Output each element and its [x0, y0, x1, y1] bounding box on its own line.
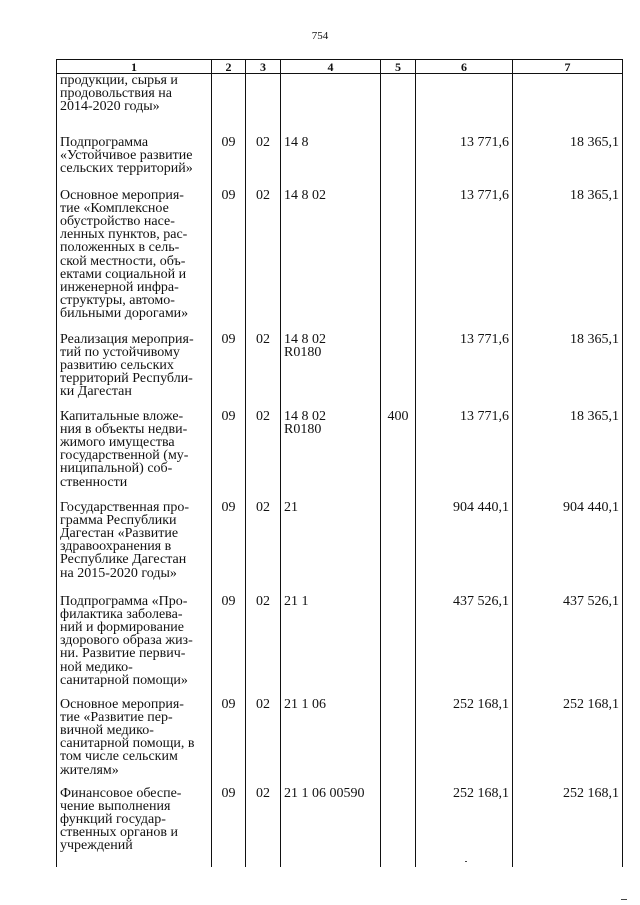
row-name-cell [57, 501, 212, 595]
target-article-cell: 21 [281, 501, 381, 595]
amount-year1-cell: 252 168,1 [416, 787, 513, 867]
subsection-cell: 02 [246, 501, 281, 595]
column-header-7: 7 [513, 60, 623, 74]
row-name: Подпрограмма «Про- филактика заболева- ний и формирование здорового образа жиз- ни. Развитие первич- ной медико- санитарной помощи» [60, 593, 193, 688]
table-row [57, 501, 623, 595]
section-cell: 09 [212, 410, 246, 501]
target-article-cell: 21 1 [281, 595, 381, 698]
amount-year2-cell: 18 365,1 [513, 189, 623, 333]
section-cell: 09 [212, 595, 246, 698]
row-name-cell [57, 74, 212, 136]
amount-year2-cell: 18 365,1 [513, 136, 623, 189]
expense-type-cell [381, 189, 416, 333]
expense-type-cell [381, 136, 416, 189]
row-name: Основное мероприя- тие «Комплексное обустройство насе- ленных пунктов, рас- положенных в сель- ской местности, объ- ектами социальной и инженерной инфра- структуры, автомо- бильными дорогами» [60, 187, 189, 322]
row-name-cell [57, 595, 212, 698]
table-row [57, 698, 623, 787]
expense-type-cell [381, 501, 416, 595]
amount-year1-cell: 13 771,6 [416, 333, 513, 410]
column-header-4: 4 [281, 60, 381, 74]
table-row [57, 333, 623, 410]
row-name-cell [57, 136, 212, 189]
amount-year1-cell: 13 771,6 [416, 189, 513, 333]
amount-year2-cell: 18 365,1 [513, 333, 623, 410]
amount-year1-cell: 904 440,1 [416, 501, 513, 595]
subsection-cell: 02 [246, 189, 281, 333]
subsection-cell: 02 [246, 595, 281, 698]
column-header-2: 2 [212, 60, 246, 74]
row-name: Подпрограмма «Устойчивое развитие сельских территорий» [60, 134, 193, 176]
row-name: Государственная про- грамма Республики Дагестан «Развитие здравоохранения в Республике Дагестан на 2015-2020 годы» [60, 499, 190, 581]
target-article-cell: 14 8 [281, 136, 381, 189]
expense-type-cell [381, 333, 416, 410]
amount-year2-cell: 904 440,1 [513, 501, 623, 595]
table-row [57, 189, 623, 333]
subsection-cell: 02 [246, 698, 281, 787]
section-cell [212, 74, 246, 136]
subsection-cell [246, 74, 281, 136]
expense-type-cell [381, 74, 416, 136]
table-row [57, 74, 623, 136]
scan-speck [465, 861, 467, 862]
amount-year2-cell: 252 168,1 [513, 787, 623, 867]
section-cell: 09 [212, 189, 246, 333]
expense-type-cell [381, 698, 416, 787]
row-name-cell [57, 698, 212, 787]
row-name: продукции, сырья и продовольствия на 2014-2020 годы» [60, 73, 178, 115]
row-name-cell [57, 333, 212, 410]
table-row [57, 410, 623, 501]
target-article-cell: 14 8 02 R0180 [281, 410, 381, 501]
scan-speck [621, 899, 627, 900]
table-row [57, 136, 623, 189]
expense-type-cell: 400 [381, 410, 416, 501]
section-cell: 09 [212, 136, 246, 189]
amount-year1-cell: 13 771,6 [416, 136, 513, 189]
amount-year2-cell: 18 365,1 [513, 410, 623, 501]
subsection-cell: 02 [246, 136, 281, 189]
subsection-cell: 02 [246, 333, 281, 410]
amount-year1-cell: 252 168,1 [416, 698, 513, 787]
row-name-cell [57, 189, 212, 333]
amount-year1-cell: 437 526,1 [416, 595, 513, 698]
amount-year2-cell: 252 168,1 [513, 698, 623, 787]
amount-year2-cell [513, 74, 623, 136]
target-article-cell: 14 8 02 [281, 189, 381, 333]
target-article-cell [281, 74, 381, 136]
page-number: 754 [311, 30, 329, 42]
row-name: Капитальные вложе- ния в объекты недви- жимого имущества государственной (му- ниципальной) соб- ственности [60, 408, 189, 490]
section-cell: 09 [212, 698, 246, 787]
row-name-cell [57, 410, 212, 501]
subsection-cell: 02 [246, 787, 281, 867]
column-header-1: 1 [57, 60, 212, 74]
column-header-6: 6 [416, 60, 513, 74]
column-header-3: 3 [246, 60, 281, 74]
row-name: Основное мероприя- тие «Развитие пер- вичной медико- санитарной помощи, в том числе сельским жителям» [60, 696, 195, 778]
section-cell: 09 [212, 333, 246, 410]
budget-table [56, 59, 623, 867]
target-article-cell: 21 1 06 00590 [281, 787, 381, 867]
expense-type-cell [381, 787, 416, 867]
target-article-cell: 14 8 02 R0180 [281, 333, 381, 410]
section-cell: 09 [212, 501, 246, 595]
row-name: Финансовое обеспе- чение выполнения функций государ- ственных органов и учреждений [60, 785, 182, 854]
column-header-5: 5 [381, 60, 416, 74]
subsection-cell: 02 [246, 410, 281, 501]
row-name-cell [57, 787, 212, 867]
table-row [57, 595, 623, 698]
amount-year1-cell: 13 771,6 [416, 410, 513, 501]
section-cell: 09 [212, 787, 246, 867]
target-article-cell: 21 1 06 [281, 698, 381, 787]
table-header-row [57, 60, 623, 74]
row-name: Реализация мероприя- тий по устойчивому развитию сельских территорий Республи- ки Дагестан [60, 331, 194, 400]
amount-year1-cell [416, 74, 513, 136]
expense-type-cell [381, 595, 416, 698]
amount-year2-cell: 437 526,1 [513, 595, 623, 698]
table-row [57, 787, 623, 867]
